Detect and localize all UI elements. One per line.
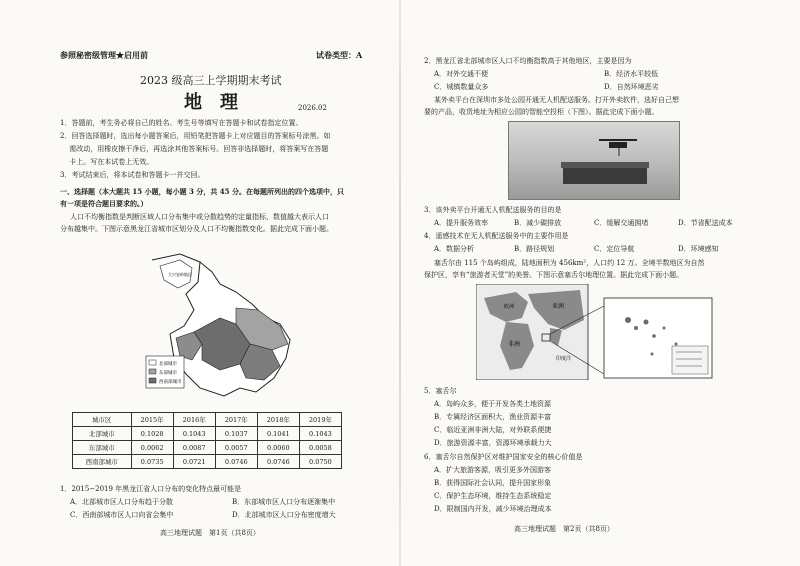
table-cell: 0.1037 bbox=[215, 427, 257, 441]
q4-option-c: C．定位导航 bbox=[594, 245, 635, 253]
question-2: 2．黑龙江省北部城市区人口不均衡指数高于其他地区，主要是因为 bbox=[424, 57, 632, 65]
q6-option-a: A．扩大旅游客源，吸引更多外国游客 bbox=[434, 466, 552, 474]
table-header: 城市区 bbox=[73, 413, 132, 427]
map-label-north: 大兴安岭地区 bbox=[168, 272, 192, 277]
q2-option-a: A．对外交通不便 bbox=[434, 70, 489, 78]
q2-option-d: D．自然环境恶劣 bbox=[604, 83, 659, 91]
section-heading: 一、选择题（本大题共 15 小题，每小题 3 分，共 45 分。在每题所列出的四个选项中，只 bbox=[60, 187, 344, 196]
paper-type: 试卷类型：A bbox=[316, 50, 363, 60]
intro-text: 人口不均衡指数是判断区域人口分布集中或分散趋势的定量指标，数值越大表示人口 bbox=[70, 213, 329, 221]
table-cell: 0.0062 bbox=[131, 441, 173, 455]
q6-option-b: B．获得国际社会认同，提升国家形象 bbox=[434, 479, 552, 487]
heilongjiang-map bbox=[140, 248, 300, 408]
q3-option-c: C．缓解交通拥堵 bbox=[594, 219, 649, 227]
q3-option-d: D．节省配送成本 bbox=[678, 219, 733, 227]
q1-option-b: B．东部城市区人口分布逐渐集中 bbox=[232, 498, 336, 506]
table-cell: 北部城市 bbox=[73, 427, 132, 441]
q2-option-b: B．经济水平较低 bbox=[604, 70, 659, 78]
table-cell: 0.0750 bbox=[299, 455, 341, 469]
q5-option-d: D．旅游资源丰富，资源环境承载力大 bbox=[434, 439, 552, 447]
table-cell: 0.1041 bbox=[257, 427, 299, 441]
drone-locker-photo bbox=[508, 121, 680, 200]
page-fold bbox=[399, 0, 401, 566]
table-row bbox=[73, 441, 342, 455]
drone-icon bbox=[509, 122, 679, 199]
question-5: 5．塞舌尔 bbox=[424, 387, 457, 395]
legend-east: 东部城市 bbox=[159, 371, 177, 376]
q2-option-c: C．城镇数量众多 bbox=[434, 83, 489, 91]
table-cell: 0.1028 bbox=[131, 427, 173, 441]
label-asia: 亚洲 bbox=[552, 303, 565, 310]
label-africa: 非洲 bbox=[508, 341, 521, 348]
question-3: 3．该外卖平台开通无人机配送服务的目的是 bbox=[424, 206, 562, 214]
question-1: 1．2015−2019 年黑龙江省人口分布的变化特点最可能是 bbox=[60, 485, 242, 493]
table-header: 2019年 bbox=[299, 413, 341, 427]
inset-legend bbox=[672, 346, 708, 374]
question-6: 6．塞舌尔自然保护区对维护国家安全的核心价值是 bbox=[424, 453, 583, 461]
index-table bbox=[72, 412, 342, 469]
passage-seychelles: 塞舌尔由 115 个岛屿组成，陆地面积为 456km²，人口约 12 万。全境半数地区为自然 bbox=[434, 259, 705, 267]
q4-option-b: B．路径规划 bbox=[514, 245, 555, 253]
q1-option-c: C．西南部城市区人口向省会集中 bbox=[70, 511, 174, 519]
table-header: 2018年 bbox=[257, 413, 299, 427]
table-row bbox=[73, 455, 342, 469]
note-2-cont: 需改动，用橡皮擦干净后，再选涂其他答案标号。回答非选择题时，将答案写在答题 bbox=[60, 145, 329, 153]
table-cell: 0.0746 bbox=[215, 455, 257, 469]
table-header: 2016年 bbox=[173, 413, 215, 427]
table-cell: 0.1043 bbox=[173, 427, 215, 441]
subject-title: 地 理 bbox=[184, 92, 238, 113]
q4-option-a: A．数据分析 bbox=[434, 245, 475, 253]
table-header: 2015年 bbox=[131, 413, 173, 427]
q1-option-a: A．北部城市区人口分布趋于分散 bbox=[70, 498, 174, 506]
q1-option-d: D．北部城市区人口分布密度增大 bbox=[232, 511, 336, 519]
section-heading-cont: 有一项是符合题目要求的。） bbox=[60, 199, 148, 208]
legend-southwest: 西南部城市 bbox=[159, 380, 182, 385]
exam-title: 2023 级高三上学期期末考试 bbox=[140, 74, 282, 87]
passage-drone: 某外卖平台在深圳市多处公园开通无人机配送服务。打开外卖软件，选好自己想 bbox=[434, 96, 679, 104]
table-row bbox=[73, 427, 342, 441]
table-cell: 0.0746 bbox=[257, 455, 299, 469]
table-cell: 0.0060 bbox=[257, 441, 299, 455]
page-footer-1: 高三地理试题 第1页（共8页） bbox=[160, 529, 260, 537]
note-1: 1．答题前，考生务必将自己的姓名、考生号等填写在答题卡和试卷指定位置。 bbox=[60, 119, 303, 127]
passage-seychelles-cont: 保护区，享有“旅游者天堂”的美誉。下图示意塞舌尔地理位置。据此完成下面小题。 bbox=[424, 271, 684, 279]
q3-option-b: B．减少碳排放 bbox=[514, 219, 562, 227]
q6-option-c: C．保护生态环境，维持生态系统稳定 bbox=[434, 492, 552, 500]
table-cell: 0.1043 bbox=[299, 427, 341, 441]
table-cell: 0.0058 bbox=[299, 441, 341, 455]
seychelles-location-map bbox=[476, 284, 716, 380]
legend-north: 北部城市 bbox=[159, 362, 177, 367]
page-footer-2: 高三地理试题 第2页（共8页） bbox=[514, 525, 614, 533]
secrecy-label: 参照秘密级管理★启用前 bbox=[60, 50, 148, 60]
q5-option-b: B．专属经济区面积大，渔业资源丰富 bbox=[434, 413, 552, 421]
note-2: 2．回答选择题时，选出每小题答案后，用铅笔把答题卡上对应题目的答案标号涂黑。如 bbox=[60, 132, 331, 140]
table-cell: 0.0721 bbox=[173, 455, 215, 469]
q6-option-d: D．限制国内开发，减少环境治理成本 bbox=[434, 505, 552, 513]
note-3: 3．考试结束后，将本试卷和答题卡一并交回。 bbox=[60, 171, 205, 179]
label-ocean: 印度洋 bbox=[556, 356, 572, 362]
passage-drone-cont: 要的产品，收货地址为相应公园的智能空投柜（下图）。据此完成下面小题。 bbox=[424, 108, 659, 116]
note-2-end: 卡上。写在本试卷上无效。 bbox=[60, 158, 154, 166]
q5-option-c: C．临近亚洲非洲大陆，对外联系便捷 bbox=[434, 426, 552, 434]
q4-option-d: D．环境感知 bbox=[678, 245, 719, 253]
table-header: 2017年 bbox=[215, 413, 257, 427]
label-europe: 欧洲 bbox=[504, 304, 515, 310]
intro-text-cont: 分布越集中。下图示意黑龙江省城市区划分及人口不均衡指数变化。据此完成下面小题。 bbox=[60, 225, 333, 233]
q3-option-a: A．提升服务效率 bbox=[434, 219, 489, 227]
question-4: 4．遥感技术在无人机配送服务中的主要作用是 bbox=[424, 232, 569, 240]
table-cell: 西南部城市 bbox=[73, 455, 132, 469]
exam-date: 2026.02 bbox=[298, 104, 327, 112]
table-cell: 东部城市 bbox=[73, 441, 132, 455]
table-cell: 0.0735 bbox=[131, 455, 173, 469]
q5-option-a: A．岛屿众多，便于开发各类土地资源 bbox=[434, 400, 552, 408]
table-cell: 0.0087 bbox=[173, 441, 215, 455]
table-cell: 0.0057 bbox=[215, 441, 257, 455]
